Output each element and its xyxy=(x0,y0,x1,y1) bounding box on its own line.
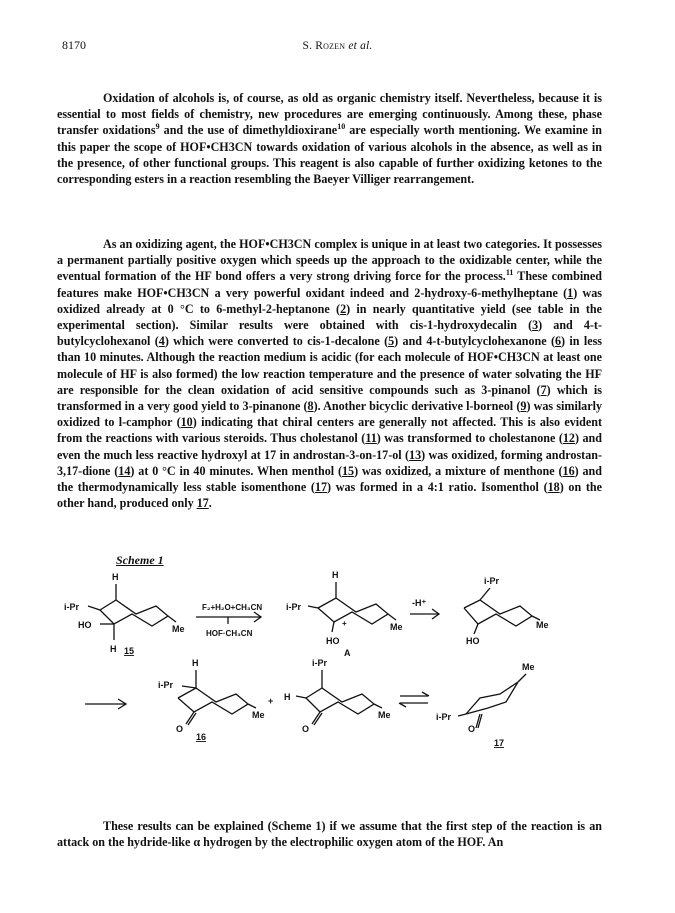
label-ho: HO xyxy=(78,620,92,630)
paragraph-1: Oxidation of alcohols is, of course, as old as organic chemistry itself. Nevertheless, because it is essential to most fields of chemistry, new procedures are emerging continuously. Among these, phase transfer oxidations$^9$ and the use of dimethyldioxirane$^{10}$ are especially worth mentioning. We examine in this paper the scope of HOF•CH3CN towards oxidation of various alcohols in the absence, as well as in the presence, of other functional groups. This reagent is also capable of further oxidizing ketones to the corresponding esters in a reaction resembling the Baeyer Villiger rearrangement. xyxy=(57,91,602,187)
compound-a-label: A xyxy=(344,648,351,658)
compound-15-label: 15 xyxy=(124,646,135,656)
compound-ref: 18 xyxy=(547,480,560,495)
reagent-bottom: HOF·CH₃CN xyxy=(206,629,253,638)
label-h: H xyxy=(110,644,117,654)
label-ipr: i-Pr xyxy=(484,576,500,586)
compound-ref: 11 xyxy=(365,431,377,446)
label-h: H xyxy=(332,570,339,580)
minus-h-label: -H⁺ xyxy=(412,598,427,608)
reaction-scheme xyxy=(60,570,620,750)
compound-ref: 1 xyxy=(567,285,574,300)
label-h: H xyxy=(192,658,199,668)
running-head xyxy=(0,40,675,52)
compound-ref: 2 xyxy=(340,301,347,316)
compound-ref: 17 xyxy=(196,496,209,511)
label-ipr: i-Pr xyxy=(312,658,328,668)
ring-oxo xyxy=(464,600,532,626)
carbocation-charge: + xyxy=(342,619,347,628)
compound-ref: 3 xyxy=(532,318,539,333)
label-o: O xyxy=(302,724,310,734)
label-ipr: i-Pr xyxy=(286,602,302,612)
label-ipr: i-Pr xyxy=(158,680,174,690)
ring-A xyxy=(318,598,388,624)
compound-ref: 5 xyxy=(388,334,395,349)
label-h: H xyxy=(112,572,119,582)
plus-sign: + xyxy=(268,696,274,706)
author-suffix: et al. xyxy=(348,40,373,52)
compound-ref: 14 xyxy=(118,463,131,478)
label-ipr: i-Pr xyxy=(436,712,452,722)
page-number: 8170 xyxy=(62,38,86,52)
author-name: S. Rozen xyxy=(302,40,346,52)
compound-ref: 16 xyxy=(562,463,575,478)
compound-ref: 6 xyxy=(555,334,562,349)
ring-enol xyxy=(306,688,374,714)
label-ipr: i-Pr xyxy=(64,602,80,612)
label-me: Me xyxy=(378,710,391,720)
paragraph-3: These results can be explained (Scheme 1) if we assume that the first step of the reaction is an attack on the hydride-like α hydrogen by the electrophilic oxygen atom of the HOF. An xyxy=(57,819,602,850)
paragraph-2: As an oxidizing agent, the HOF•CH3CN complex is unique in at least two categories. It possesses a permanent partially positive oxygen which speeds up the approach to the oxidizable center, while the eventual formation of the HF bond offers a very strong driving force for the process.$^{11}$ These combined features make HOF•CH3CN a very powerful oxidant indeed and 2-hydroxy-6-methylheptane (1) was oxidized already at 0 °C to 6-methyl-2-heptanone (2) in nearly quantitative yield (see table in the experimental section). Similar results were obtained with cis-1-hydroxydecalin (3) and 4-t-butylcyclohexanol (4) which were converted to cis-1-decalone (5) and 4-t-butylcyclohexanone (6) in less than 10 minutes. Although the reaction medium is acidic (for each molecule of HOF•CH3CN at least one molecule of HF is also formed) the low reaction temperature and the presence of water solvating the HF are responsible for the clean oxidation of acid sensitive compounds such as 3-pinanol (7) which is transformed in a very good yield to 3-pinanone (8). Another bicyclic derivative l-borneol (9) was similarly oxidized to l-camphor (10) indicating that chiral centers are generally not affected. This is also evident from the reactions with various steroids. Thus cholestanol (11) was transformed to cholestanone (12) and even the much less reactive hydroxyl at 17 in androstan-3-on-17-ol (13) was oxidized, forming androstan-3,17-dione (14) at 0 °C in 40 minutes. When menthol (15) was oxidized, a mixture of menthone (16) and the thermodynamically less stable isomenthone (17) was formed in a 4:1 ratio. Isomenthol (18) on the other hand, produced only 17. xyxy=(57,237,602,511)
ref-10: 10 xyxy=(337,122,346,132)
compound-ref: 7 xyxy=(540,382,547,397)
compound-ref: 17 xyxy=(314,480,328,495)
compound-ref: 13 xyxy=(409,447,422,462)
ref-9: 9 xyxy=(155,122,160,132)
label-me: Me xyxy=(522,662,535,672)
ref-11: 11 xyxy=(505,268,514,278)
label-me: Me xyxy=(390,622,403,632)
label-h: H xyxy=(284,692,291,702)
compound-ref: 8 xyxy=(307,399,314,414)
label-ho: HO xyxy=(326,636,340,646)
label-ho: HO xyxy=(466,636,480,646)
compound-ref: 4 xyxy=(158,334,165,349)
reagent-top: F₂+H₂O+CH₃CN xyxy=(202,603,263,612)
ring-17 xyxy=(466,682,518,714)
compound-16-label: 16 xyxy=(196,732,207,742)
compound-17-label: 17 xyxy=(494,738,505,748)
ring-15 xyxy=(100,600,168,626)
label-o: O xyxy=(176,724,184,734)
label-me: Me xyxy=(536,620,549,630)
label-me: Me xyxy=(172,624,185,634)
compound-ref: 9 xyxy=(520,399,527,414)
compound-ref: 15 xyxy=(341,463,355,478)
label-me: Me xyxy=(252,710,265,720)
compound-ref: 10 xyxy=(180,415,193,430)
ring-16 xyxy=(178,688,248,714)
scheme-label: Scheme 1 xyxy=(116,553,164,567)
compound-ref: 12 xyxy=(562,431,575,446)
label-o: O xyxy=(468,724,476,734)
